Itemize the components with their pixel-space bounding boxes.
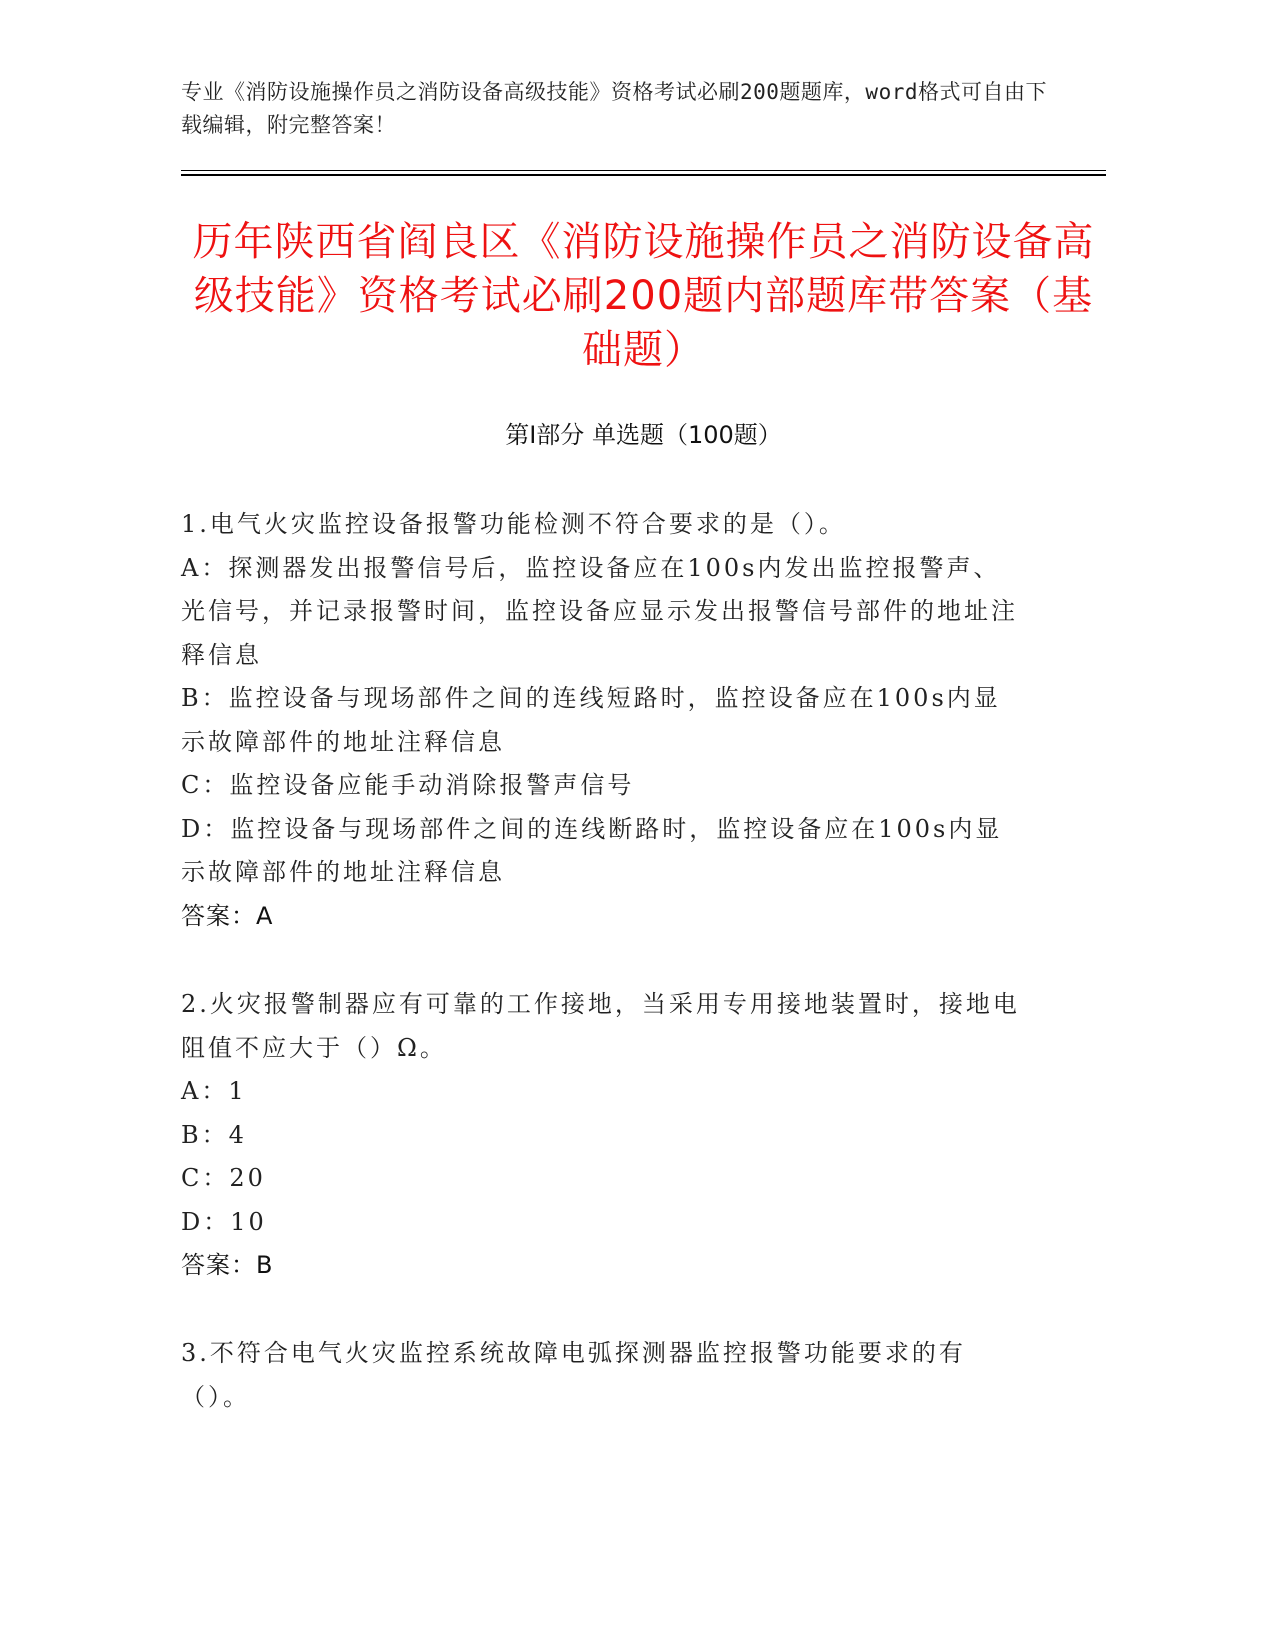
question-stem: 1.电气火灾监控设备报警功能检测不符合要求的是（）。 (181, 510, 846, 538)
option-c: C：20 (181, 1164, 266, 1192)
option-b: B：监控设备与现场部件之间的连线短路时，监控设备应在100s内显示故障部件的地址注释信息 (181, 684, 1001, 756)
question-stem: 3.不符合电气火灾监控系统故障电弧探测器监控报警功能要求的有（）。 (181, 1339, 966, 1411)
header-divider-thick (181, 174, 1106, 176)
option-d: D：监控设备与现场部件之间的连线断路时，监控设备应在100s内显示故障部件的地址注释信息 (181, 814, 1003, 886)
section-heading: 第I部分 单选题（100题） (505, 421, 782, 449)
answer: 答案：A (181, 901, 274, 930)
option-a: A：探测器发出报警信号后，监控设备应在100s内发出监控报警声、光信号，并记录报警时间，监控设备应显示发出报警信号部件的地址注释信息 (181, 553, 1018, 669)
document-title: 历年陕西省阎良区《消防设施操作员之消防设备高级技能》资格考试必刷200题内部题库带答案（基础题） (192, 219, 1095, 373)
question-1 (181, 503, 1021, 938)
option-b: B：4 (181, 1120, 247, 1149)
header-divider-thin (181, 170, 1106, 171)
option-d: D：10 (181, 1207, 267, 1236)
option-a: A：1 (181, 1077, 247, 1105)
question-2 (181, 983, 1021, 1288)
question-3 (181, 1332, 1021, 1419)
header-note: 专业《消防设施操作员之消防设备高级技能》资格考试必刷200题题库，word格式可自由下载编辑，附完整答案！ (181, 80, 1047, 137)
option-c: C：监控设备应能手动消除报警声信号 (181, 771, 635, 799)
question-stem: 2.火灾报警制器应有可靠的工作接地，当采用专用接地装置时，接地电阻值不应大于（）Ω。 (181, 990, 1020, 1062)
answer: 答案：B (181, 1251, 274, 1279)
